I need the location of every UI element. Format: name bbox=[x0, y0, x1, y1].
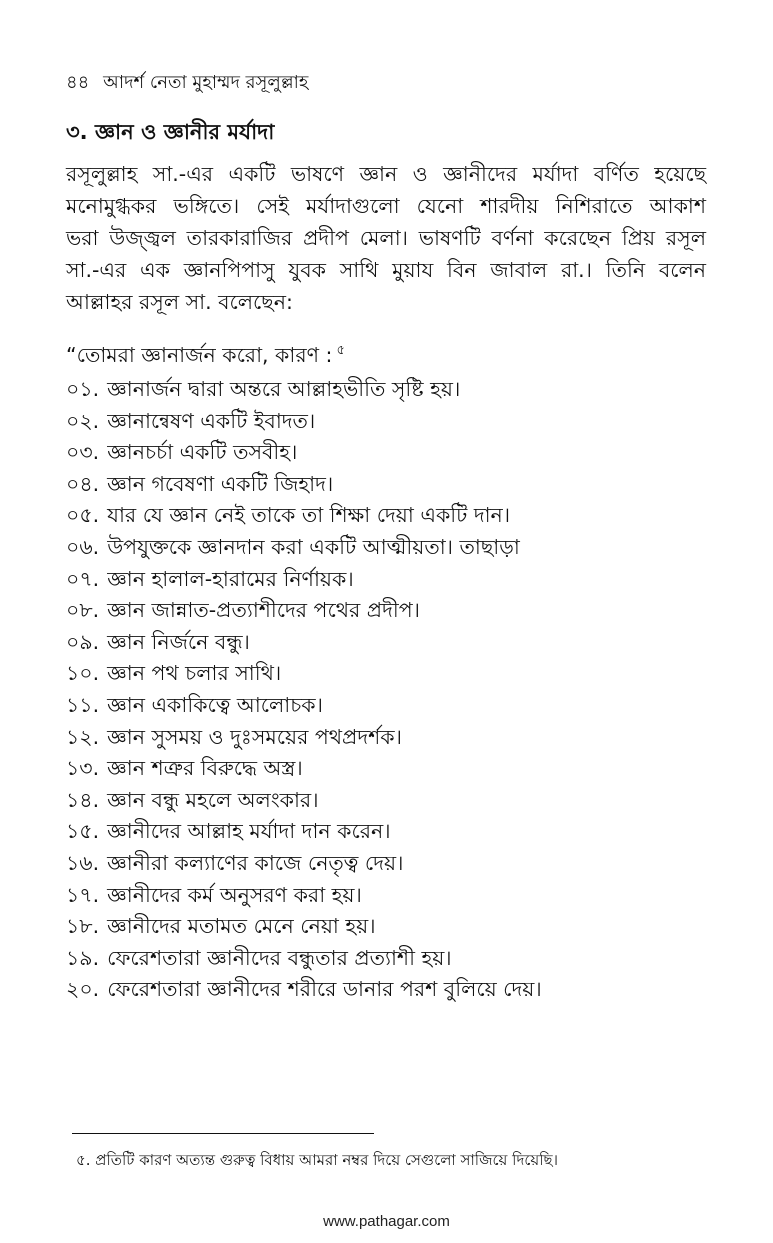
item-text: জ্ঞানীদের মতামত মেনে নেয়া হয়। bbox=[107, 914, 376, 939]
item-number: ০২. bbox=[66, 408, 100, 433]
intro-line: আল্লাহর রসূল সা. বলেছেন: bbox=[66, 290, 293, 314]
item-number: ১৩. bbox=[66, 756, 100, 781]
item-number: ০৪. bbox=[66, 471, 100, 496]
item-number: ১৯. bbox=[66, 945, 100, 970]
item-number: ০৯. bbox=[66, 629, 100, 654]
list-item bbox=[66, 532, 542, 564]
item-number: ০৮. bbox=[66, 598, 100, 623]
intro-line: ভরা উজ্জ্বল তারকারাজির প্রদীপ মেলা। ভাষণটি বর্ণনা করেছেন প্রিয় রসূল bbox=[66, 226, 706, 250]
item-text: জ্ঞান বন্ধু মহলে অলংকার। bbox=[107, 787, 319, 812]
item-text: জ্ঞান নির্জনে বন্ধু। bbox=[107, 629, 250, 654]
item-text: জ্ঞান গবেষণা একটি জিহাদ। bbox=[107, 471, 334, 496]
item-number: ১১. bbox=[66, 692, 100, 717]
list-item bbox=[66, 564, 542, 596]
list-item bbox=[66, 974, 542, 1006]
source-url: www.pathagar.com bbox=[323, 1213, 450, 1230]
list-item bbox=[66, 406, 542, 438]
item-text: জ্ঞান হালাল-হারামের নির্ণায়ক। bbox=[107, 566, 354, 591]
list-item bbox=[66, 785, 542, 817]
item-text: জ্ঞানীরা কল্যাণের কাজে নেতৃত্ব দেয়। bbox=[107, 850, 404, 875]
item-text: জ্ঞান শত্রুর বিরুদ্ধে অস্ত্র। bbox=[107, 756, 303, 781]
running-title: আদর্শ নেতা মুহাম্মদ রসূলুল্লাহ bbox=[103, 72, 309, 93]
item-number: ২০. bbox=[66, 977, 100, 1002]
item-number: ০৭. bbox=[66, 566, 100, 591]
item-text: জ্ঞানীদের আল্লাহ মর্যাদা দান করেন। bbox=[107, 819, 391, 844]
item-text: জ্ঞানার্জন দ্বারা অন্তরে আল্লাহভীতি সৃষ্টি হয়। bbox=[107, 377, 461, 401]
item-number: ১৭. bbox=[66, 882, 100, 907]
running-header bbox=[66, 68, 308, 99]
item-text: জ্ঞান সুসময় ও দুঃসময়ের পথপ্রদর্শক। bbox=[107, 724, 402, 749]
list-item bbox=[66, 848, 542, 880]
quote-text: “তোমরা জ্ঞানার্জন করো, কারণ : bbox=[66, 343, 333, 367]
list-item bbox=[66, 943, 542, 975]
item-text: উপযুক্তকে জ্ঞানদান করা একটি আত্মীয়তা। তাছাড়া bbox=[107, 534, 520, 559]
footnote-divider bbox=[72, 1133, 374, 1134]
list-item bbox=[66, 437, 542, 469]
page-number: ৪৪ bbox=[66, 72, 90, 93]
intro-line: মনোমুগ্ধকর ভঙ্গিতে। সেই মর্যাদাগুলো যেনো শারদীয় নিশিরাতে আকাশ bbox=[66, 194, 706, 218]
footnote-reference: ৫ bbox=[336, 343, 345, 359]
reasons-list bbox=[66, 374, 542, 1006]
list-item bbox=[66, 374, 542, 406]
item-text: ফেরেশতারা জ্ঞানীদের বন্ধুতার প্রত্যাশী হয়। bbox=[107, 945, 452, 970]
item-text: জ্ঞান পথ চলার সাথি। bbox=[107, 661, 282, 686]
item-text: জ্ঞান জান্নাত-প্রত্যাশীদের পথের প্রদীপ। bbox=[107, 598, 420, 623]
item-number: ১৬. bbox=[66, 850, 100, 875]
section-title: ৩. জ্ঞান ও জ্ঞানীর মর্যাদা bbox=[66, 120, 275, 144]
list-item bbox=[66, 500, 542, 532]
item-text: জ্ঞানচর্চা একটি তসবীহ। bbox=[107, 440, 298, 465]
list-item bbox=[66, 627, 542, 659]
footnote: ৫. প্রতিটি কারণ অত্যন্ত গুরুত্ব বিধায় আমরা নম্বর দিয়ে সেগুলো সাজিয়ে দিয়েছি। bbox=[76, 1151, 558, 1169]
quote-intro bbox=[66, 340, 345, 374]
list-item bbox=[66, 911, 542, 943]
item-number: ১৪. bbox=[66, 787, 100, 812]
item-number: ০১. bbox=[66, 377, 100, 401]
list-item bbox=[66, 722, 542, 754]
list-item bbox=[66, 690, 542, 722]
item-text: জ্ঞান একাকিত্বে আলোচক। bbox=[107, 692, 323, 717]
item-number: ০৫. bbox=[66, 503, 100, 528]
intro-line: রসূলুল্লাহ সা.-এর একটি ভাষণে জ্ঞান ও জ্ঞানীদের মর্যাদা বর্ণিত হয়েছে bbox=[66, 162, 706, 186]
list-item bbox=[66, 753, 542, 785]
list-item bbox=[66, 595, 542, 627]
item-number: ১৫. bbox=[66, 819, 100, 844]
item-text: ফেরেশতারা জ্ঞানীদের শরীরে ডানার পরশ বুলিয়ে দেয়। bbox=[107, 977, 542, 1002]
intro-line: সা.-এর এক জ্ঞানপিপাসু যুবক সাথি মুয়ায বিন জাবাল রা.। তিনি বলেন bbox=[66, 258, 706, 282]
list-item bbox=[66, 816, 542, 848]
item-number: ১০. bbox=[66, 661, 100, 686]
item-number: ০৩. bbox=[66, 440, 100, 465]
item-number: ১২. bbox=[66, 724, 100, 749]
list-item bbox=[66, 469, 542, 501]
list-item bbox=[66, 658, 542, 690]
item-number: ০৬. bbox=[66, 534, 100, 559]
item-number: ১৮. bbox=[66, 914, 100, 939]
item-text: জ্ঞানান্বেষণ একটি ইবাদত। bbox=[107, 408, 316, 433]
item-text: যার যে জ্ঞান নেই তাকে তা শিক্ষা দেয়া একটি দান। bbox=[107, 503, 511, 528]
list-item bbox=[66, 880, 542, 912]
item-text: জ্ঞানীদের কর্ম অনুসরণ করা হয়। bbox=[107, 882, 362, 907]
intro-paragraph bbox=[66, 158, 706, 318]
